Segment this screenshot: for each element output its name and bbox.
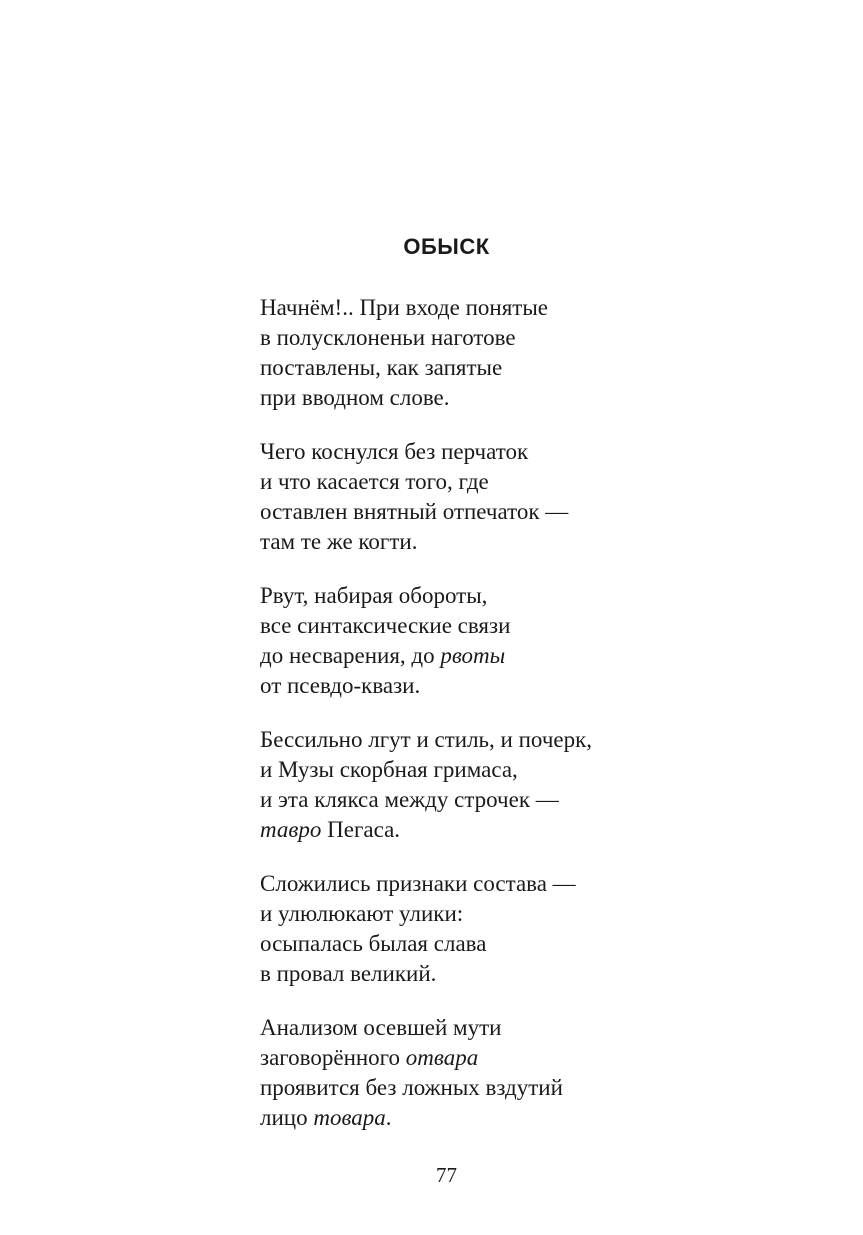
- poem-line: [260, 467, 780, 497]
- stanza: [260, 725, 780, 845]
- stanza: [260, 869, 780, 989]
- poem-line: [260, 353, 780, 383]
- line-text: при вводном слове.: [260, 385, 450, 410]
- poem-line: [260, 869, 780, 899]
- line-text: оставлен внятный отпечаток —: [260, 499, 569, 524]
- line-text: Чего коснулся без перчаток: [260, 439, 529, 464]
- poem-line: [260, 383, 780, 413]
- line-text: Бессильно лгут и стиль, и почерк,: [260, 727, 593, 752]
- line-text: заговорённого: [260, 1045, 406, 1070]
- poem-line: [260, 815, 780, 845]
- line-text: лицо: [260, 1105, 314, 1130]
- line-text: до несварения, до: [260, 643, 441, 668]
- line-text: осыпалась былая слава: [260, 931, 487, 956]
- line-text: и что касается того, где: [260, 469, 489, 494]
- line-text: в полусклоненьи наготове: [260, 325, 516, 350]
- italic-word: отвара: [405, 1045, 479, 1070]
- poem-line: [260, 1073, 780, 1103]
- poem-line: [260, 323, 780, 353]
- poem-line: [260, 755, 780, 785]
- italic-word: тавро: [260, 817, 322, 842]
- poem-body: [260, 293, 780, 1157]
- page-title: ОБЫСК: [403, 234, 490, 259]
- stanza: [260, 437, 780, 557]
- italic-word: товара: [313, 1105, 386, 1130]
- poem-line: [260, 899, 780, 929]
- line-text: и эта клякса между строчек —: [260, 787, 559, 812]
- poem-line: [260, 725, 780, 755]
- poem-line: [260, 929, 780, 959]
- line-text: поставлены, как запятые: [260, 355, 503, 380]
- poem-line: [260, 497, 780, 527]
- italic-word: рвоты: [440, 643, 506, 668]
- line-text: Рвут, набирая обороты,: [260, 583, 488, 608]
- poem-line: [260, 1103, 780, 1133]
- poem-line: [260, 641, 780, 671]
- poem-line: [260, 959, 780, 989]
- page-number: 77: [436, 1163, 457, 1187]
- poem-line: [260, 1013, 780, 1043]
- line-text: и Музы скорбная гримаса,: [260, 757, 518, 782]
- stanza: [260, 581, 780, 701]
- poem-line: [260, 671, 780, 701]
- poem-line: [260, 785, 780, 815]
- poem-line: [260, 581, 780, 611]
- line-text: Начнём!.. При входе понятые: [260, 295, 549, 320]
- line-text: и улюлюкают улики:: [260, 901, 464, 926]
- poem-line: [260, 527, 780, 557]
- poem-line: [260, 293, 780, 323]
- poem-line: [260, 1043, 780, 1073]
- line-text: все синтаксические связи: [260, 613, 511, 638]
- stanza: [260, 293, 780, 413]
- stanza: [260, 1013, 780, 1133]
- line-text: Сложились признаки состава —: [260, 871, 576, 896]
- poem-line: [260, 611, 780, 641]
- poem-line: [260, 437, 780, 467]
- line-text: проявится без ложных вздутий: [260, 1075, 563, 1100]
- line-text: Пегаса.: [321, 817, 401, 842]
- line-text: там те же когти.: [260, 529, 418, 554]
- line-text: в провал великий.: [260, 961, 437, 986]
- line-text: .: [385, 1105, 392, 1130]
- line-text: Анализом осевшей мути: [260, 1015, 502, 1040]
- line-text: от псевдо-квази.: [260, 673, 421, 698]
